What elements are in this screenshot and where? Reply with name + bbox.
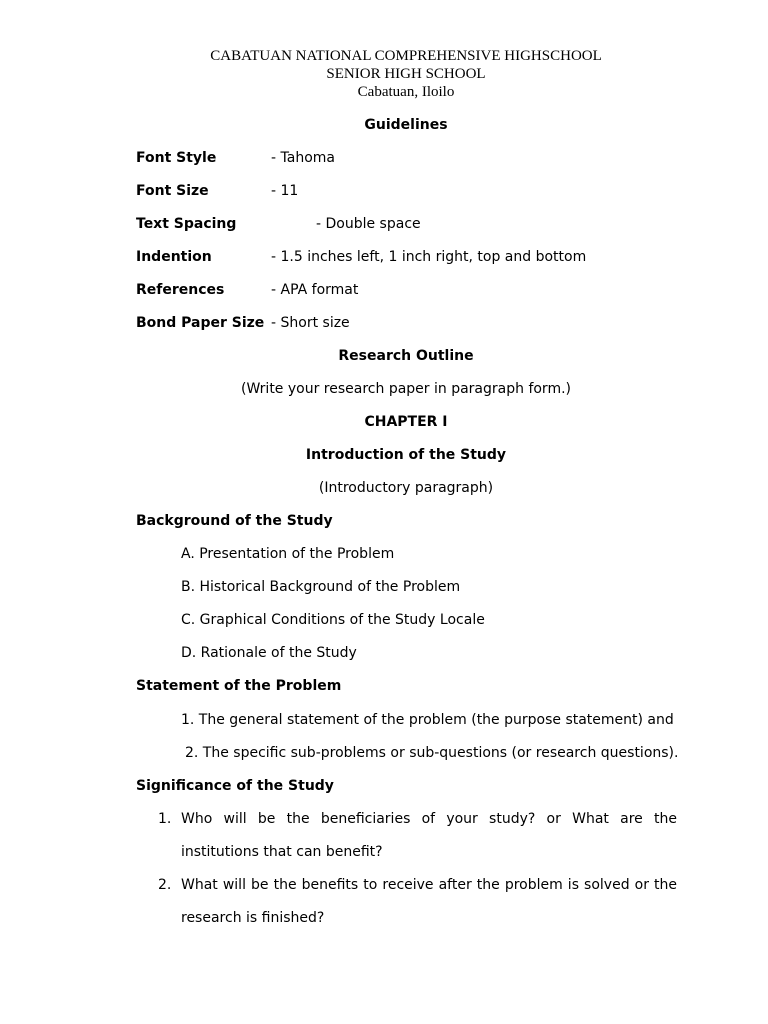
guideline-value-text-spacing: - Double space — [316, 216, 421, 232]
statement-item: 2. The specific sub-problems or sub-questions (or research questions). — [185, 745, 679, 761]
school-name: CABATUAN NATIONAL COMPREHENSIVE HIGHSCHOOL — [210, 48, 602, 64]
statement-heading: Statement of the Problem — [136, 678, 342, 694]
guideline-value-font-size: - 11 — [271, 183, 299, 199]
research-outline-note: (Write your research paper in paragraph form.) — [241, 381, 571, 397]
chapter-heading: CHAPTER I — [364, 414, 448, 430]
significance-heading: Significance of the Study — [136, 778, 334, 794]
chapter-title: Introduction of the Study — [305, 447, 507, 463]
significance-item-line: What will be the benefits to receive after the problem is solved or the — [181, 877, 677, 893]
guideline-value-indention: - 1.5 inches left, 1 inch right, top and bottom — [271, 249, 587, 265]
school-location: Cabatuan, Iloilo — [357, 84, 455, 100]
significance-item-line: research is finished? — [181, 910, 325, 926]
guideline-label-bond-paper-size: Bond Paper Size — [136, 315, 265, 331]
guideline-label-indention: Indention — [136, 249, 212, 265]
intro-note: (Introductory paragraph) — [318, 480, 494, 496]
guideline-value-references: - APA format — [271, 282, 359, 298]
background-item: D. Rationale of the Study — [181, 645, 357, 661]
significance-item-number: 1. — [158, 811, 172, 827]
guidelines-heading: Guidelines — [364, 117, 448, 133]
guideline-label-text-spacing: Text Spacing — [136, 216, 237, 232]
research-outline-heading: Research Outline — [338, 348, 474, 364]
significance-item-number: 2. — [158, 877, 172, 893]
guideline-label-font-size: Font Size — [136, 183, 209, 199]
background-item: B. Historical Background of the Problem — [181, 579, 461, 595]
guideline-value-font-style: - Tahoma — [271, 150, 335, 166]
statement-item: 1. The general statement of the problem (the purpose statement) and — [181, 712, 674, 728]
background-item: A. Presentation of the Problem — [181, 546, 395, 562]
guideline-value-bond-paper-size: - Short size — [271, 315, 350, 331]
background-item: C. Graphical Conditions of the Study Locale — [181, 612, 485, 628]
school-level: SENIOR HIGH SCHOOL — [326, 66, 486, 82]
guideline-label-font-style: Font Style — [136, 150, 217, 166]
background-heading: Background of the Study — [136, 513, 333, 529]
guideline-label-references: References — [136, 282, 225, 298]
significance-item-line: institutions that can benefit? — [181, 844, 383, 860]
significance-item-line: Who will be the beneficiaries of your study? or What are the — [181, 811, 677, 827]
